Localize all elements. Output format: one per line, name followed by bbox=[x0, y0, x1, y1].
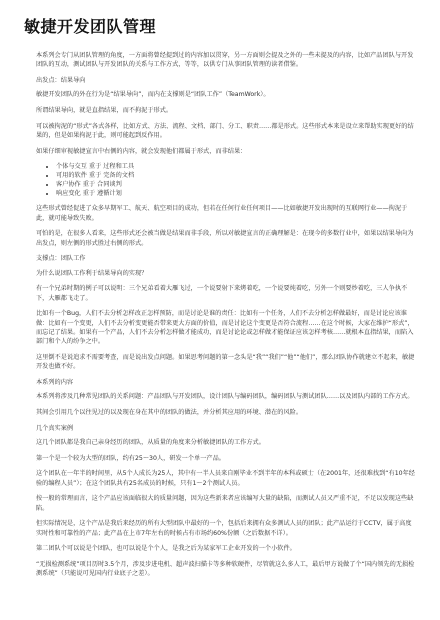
section-heading: 支撑点：团队工作 bbox=[36, 255, 86, 263]
paragraph: 所谓结果导向，就是直指结果，而不拘泥于形式。 bbox=[36, 107, 173, 114]
paragraph: 这几个团队都是我自己亲身经历的团队，从质量的角度来分析敏捷团队的工作方式。 bbox=[36, 439, 265, 446]
page-title: 敏捷开发团队管理 bbox=[24, 17, 157, 36]
paragraph: “无损检测系统”项目历时3.5个月，涉及步进电机、超声波扫描卡等多种软硬件，尽管就这么多人工，最后甲方说做了个“国内领先的无损检测系统”（只能说可见国内行业底子之差）。 bbox=[36, 560, 415, 578]
paragraph: 其间会引用几个以往见过的以及现在身在其中的团队的做法，并分析其应用的环境、潜在的风险。 bbox=[36, 409, 303, 416]
list-item: • 响应变化 重于 遵循计划 bbox=[56, 189, 416, 198]
paragraph: 这个团队在一年半的时间里，从5个人成长为25人，其中有一半人员来自刚毕业不到半年的本科或硕士（在2001年，还很难找到“有10年经验的编程人员”）；在这个团队共有25名成员的时候，只有1～2个测试人员。 bbox=[36, 470, 415, 487]
paragraph: 本系列将涉及几种常见团队的关系问题：产品团队与开发团队，设计团队与编码团队，编码团队与测试团队……以及团队内部的工作方式。 bbox=[36, 393, 414, 401]
paragraph: 为什么说团队工作利于结果导向的实现？ bbox=[36, 269, 148, 277]
paragraph: 这里倒不是说追求不需要考查，而是说出发点问题。如果思考问题的第一念头是“我”“我们”“他”“他们”，那么团队协作就建立不起来，敏捷开发也做不好。 bbox=[36, 354, 415, 371]
list-item: • 可用的软件 重于 完备的文档 bbox=[56, 171, 416, 180]
paragraph: 如果仔细审视敏捷宣言中右侧的内容，就会发现他们都属于形式，而非结果： bbox=[36, 147, 247, 155]
intro-paragraph: 本系列会专门从团队管理的角度，一方面将曾经提到过的内容加以贯穿，另一方面则会提及之外的一些未提及的内容，比如产品团队与开发团队的互动，测试团队与开发团队的关系与工作方式，等等，以供专门从事团队管理的读者借鉴。 bbox=[36, 52, 414, 69]
section-heading: 几个真实案例 bbox=[36, 424, 74, 432]
section-heading: 出发点：结果导向 bbox=[36, 77, 86, 84]
paragraph: 敏捷开发团队的外在行为是“结果导向”，而内在支撑则是“团队工作”（TeamWork）。 bbox=[36, 91, 270, 99]
paragraph: 这些形式曾经促进了众多早期军工、航天、航空项目的成功，但若在任何行业任何项目——比如敏捷开发出现时的互联网行业——拘泥于此，就可能导致失败。 bbox=[36, 205, 408, 222]
list-item: • 客户协作 重于 合同谈判 bbox=[56, 180, 416, 189]
paragraph: 比如有一个Bug，人们不去分析怎样改正怎样预防，而是讨论是谁的责任：比如有一个任务，人们不去分析怎样做最好，而是讨论应该谁做：比如有一个变更，人们不去分析变更能否带来更大方面的价值，而是讨论这个变更是否符合流程……在这个时候，大家在维护“形式”，而忘记了结果。如果有一个产品，人们不去分析怎样做才能成功，而是讨论论或怎样做才能保证应该怎样考核……就根本直指结果，而陷入部门和个人的纷争之中。 bbox=[36, 310, 414, 346]
manifesto-list bbox=[36, 162, 416, 198]
paragraph: 第一个是一个较为大型的团队，约有25～30人，研发一个单一产品。 bbox=[36, 454, 225, 462]
paragraph: 可以被拘泥的“形式”各式各样，比如方式、方法、流程、文档、部门、分工、职责……都是形式。这些形式本来是设立来帮助实现更好的结果的，但是如果拘泥于此，则可能起到反作用。 bbox=[36, 122, 414, 139]
paragraph: 第二团队个可以说是个团队，也可以说是个个人，是我之后为某家军工企业开发的一个小软件。 bbox=[36, 545, 296, 553]
section-heading: 本系列的内容 bbox=[36, 379, 74, 386]
paragraph: 可怕的是，在很多人看来，这些形式还会被当做是结果而非手段，所以对敏捷宣言的正确理解是：在现今的多数行业中，如果以结果导向为出发点，则左侧的形式胜过右侧的形式。 bbox=[36, 230, 414, 247]
list-item: • 个体与交互 重于 过程和工具 bbox=[56, 162, 416, 171]
paragraph: 有一个兄弟时期的例子可以说明：三个兄弟看着大雁飞过，一个说要射下来烤着吃，一个说要炖着吃，另外一个则要炒着吃，三人争执不下，大雁都飞走了。 bbox=[36, 285, 408, 302]
paragraph: 按一般的常理而言，这个产品应该面临很大的质量问题，因为这些新来者应该编写大量的缺陷，而测试人员又严重不足，不足以发现这些缺陷。 bbox=[36, 495, 414, 512]
paragraph: 但实际情况是，这个产品是我后来经历的所有大型团队中最好的一个，包括后来拥有众多测试人员的团队；此产品运行于CCTV，属于高度实时性和可靠性的产品；此产品在上市7年左右的时候占有市场约60%份额（之后数据不详）。 bbox=[36, 520, 412, 537]
